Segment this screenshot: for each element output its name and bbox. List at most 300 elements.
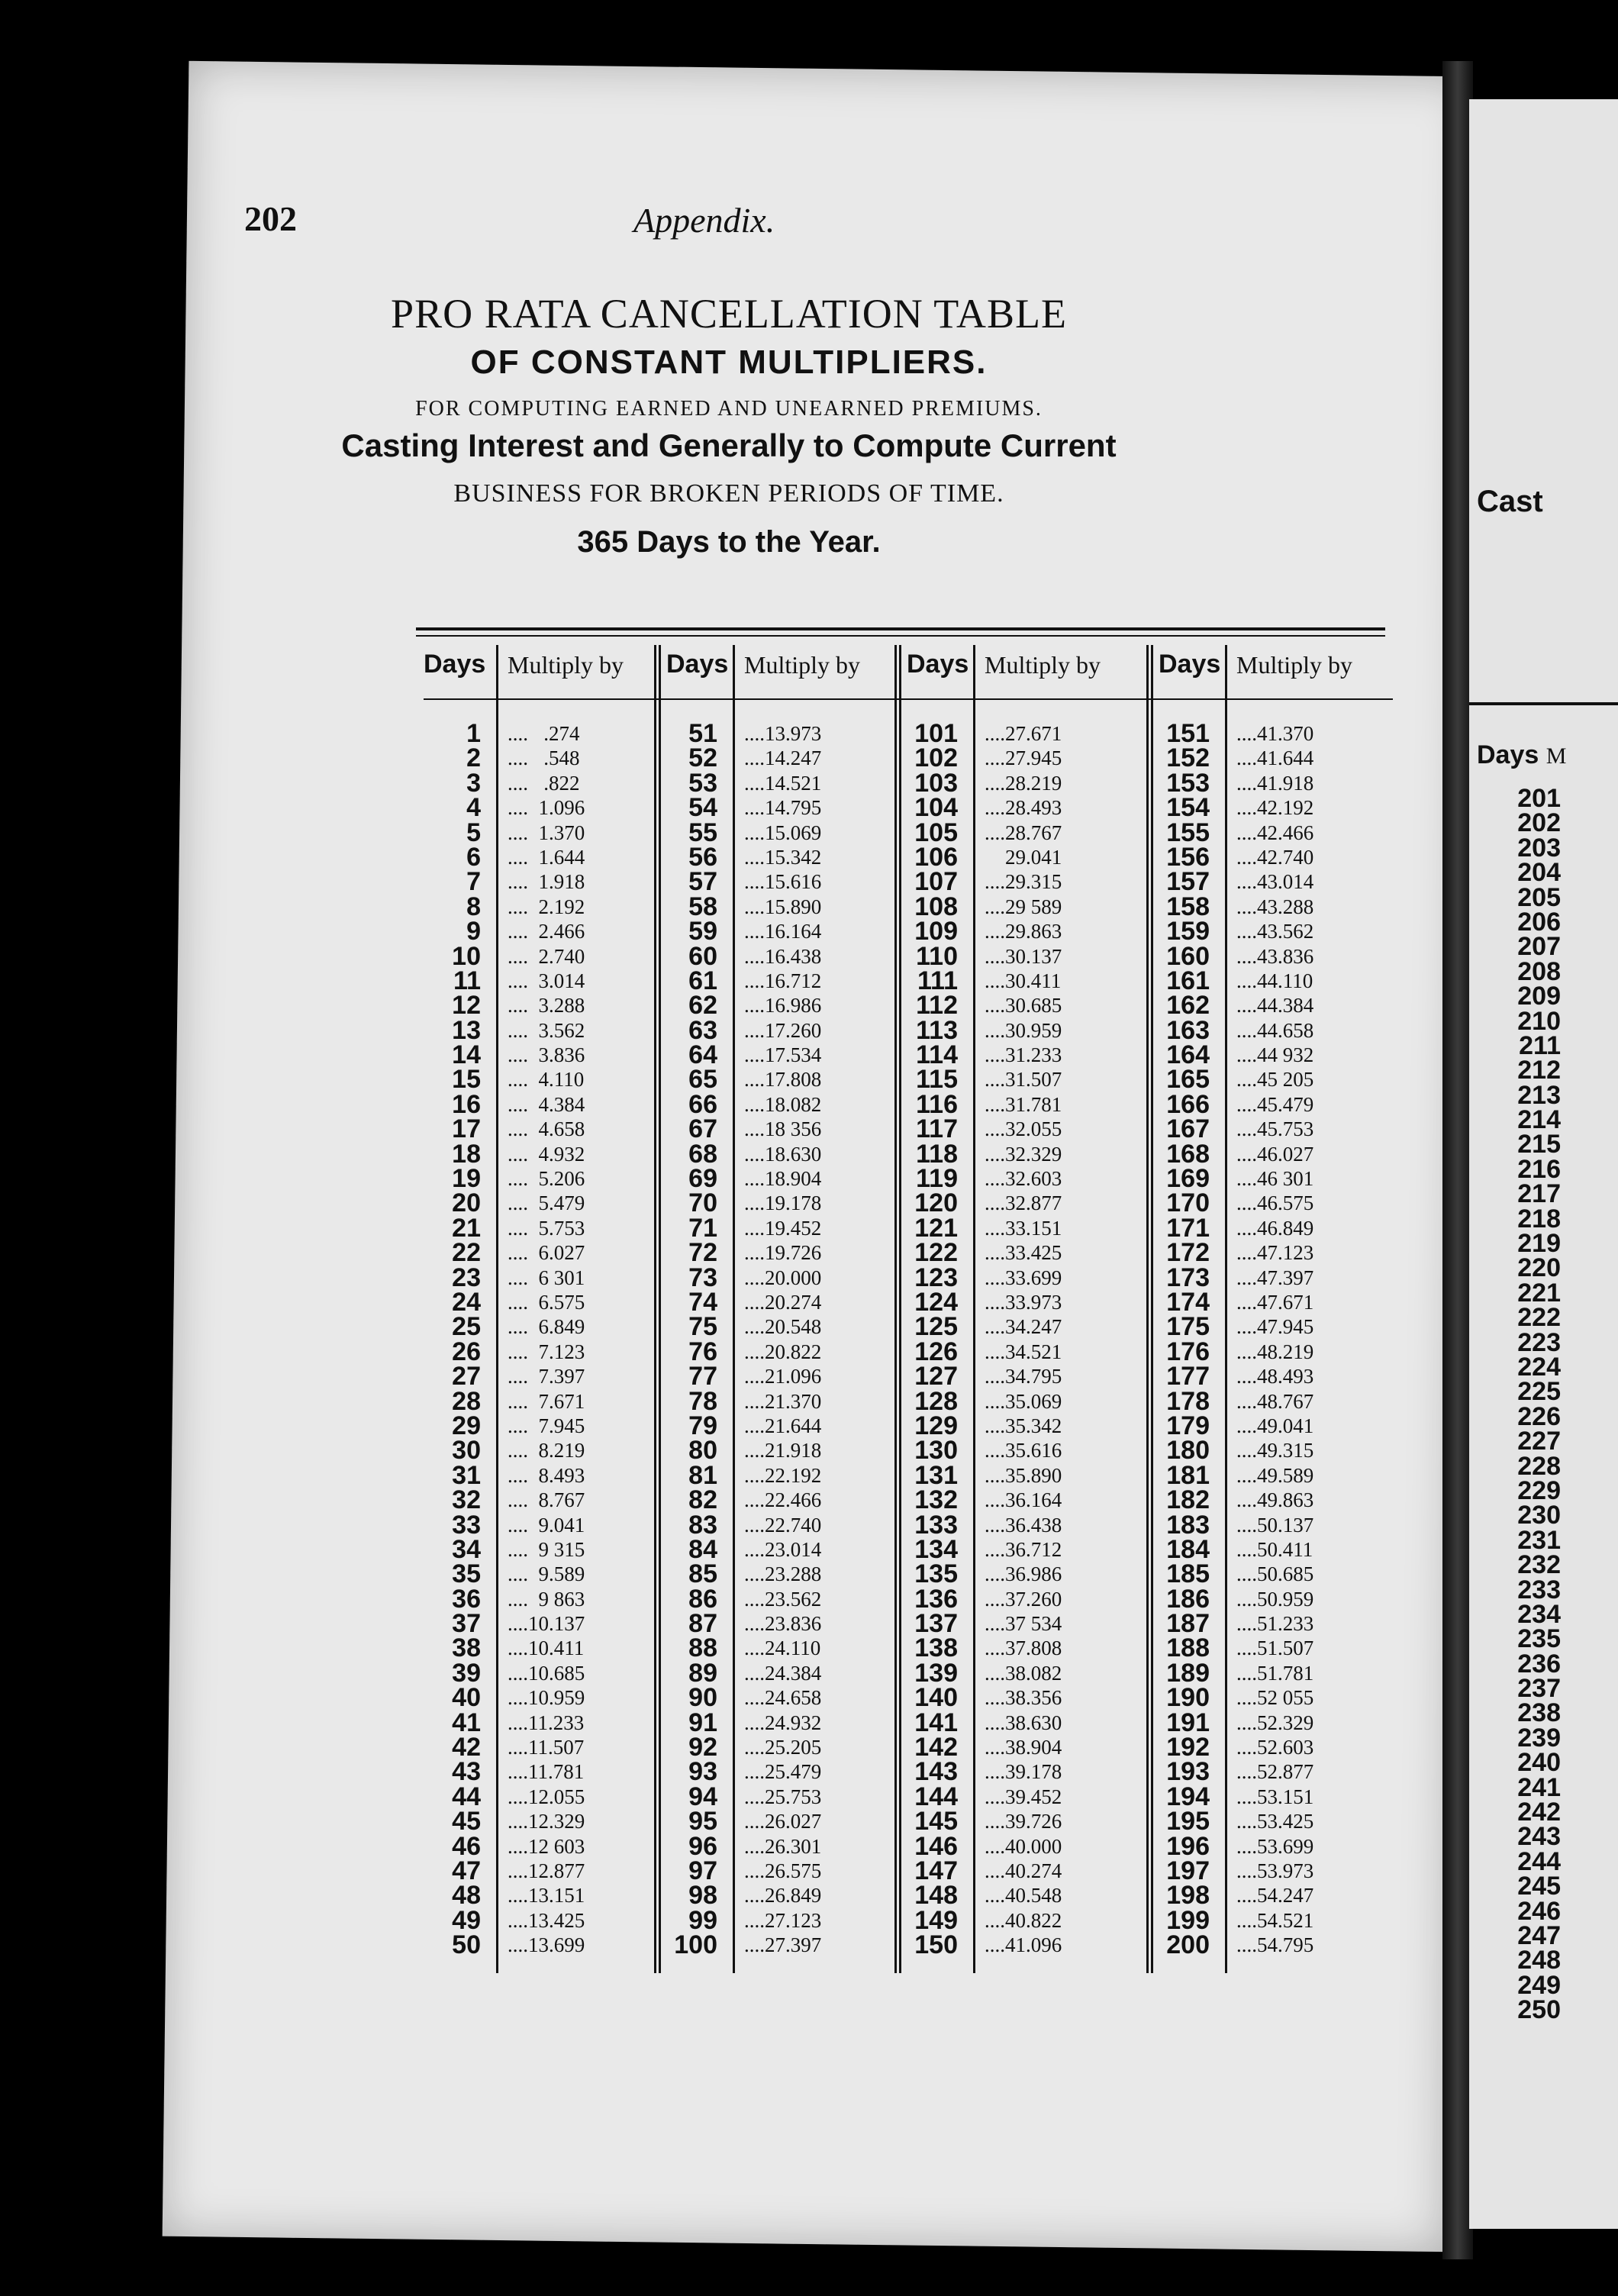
day-number: 88 [688, 1633, 717, 1663]
table-row [424, 941, 660, 971]
table-row [660, 1386, 901, 1416]
multiplier-value: ....23.836 [744, 1612, 822, 1636]
multiplier-value: ....24.110 [744, 1637, 821, 1660]
table-row [1152, 1658, 1397, 1688]
multiplier-value: ....11.781 [508, 1760, 585, 1784]
table-row [424, 1733, 660, 1762]
table-row [901, 917, 1152, 946]
table-row [1152, 1213, 1397, 1243]
day-number: 104 [914, 793, 958, 823]
multiplier-value: ....40.274 [985, 1859, 1062, 1882]
multiplier-value: ....46.027 [1236, 1142, 1314, 1166]
multiplier-value: ....40.822 [985, 1908, 1062, 1932]
day-number: 45 [452, 1807, 481, 1836]
table-row [424, 917, 660, 946]
multiplier-value: ....50.137 [1236, 1513, 1314, 1537]
adjacent-day-number: 203 [1517, 833, 1561, 863]
table-row [660, 1510, 901, 1540]
multiplier-value: ....20.822 [744, 1340, 822, 1363]
multiplier-value: ....19.452 [744, 1216, 822, 1240]
multiplier-value: ....15.069 [744, 821, 822, 844]
table-row [1152, 793, 1397, 823]
table-row [660, 1733, 901, 1762]
table-row [1152, 1905, 1397, 1935]
multiplier-value: ....27.397 [744, 1933, 822, 1957]
table-row [424, 1065, 660, 1095]
multiplier-value: ....13.425 [508, 1908, 585, 1932]
table-row [1152, 1510, 1397, 1540]
multiplier-value: ....15.890 [744, 895, 822, 918]
multiplier-value: ....41.644 [1236, 747, 1314, 770]
table-row [901, 1337, 1152, 1366]
table-row [660, 743, 901, 773]
table-row [901, 1015, 1152, 1045]
day-number: 119 [916, 1164, 958, 1194]
day-number: 170 [1166, 1188, 1210, 1218]
table-row [901, 1386, 1152, 1416]
table-row [660, 867, 901, 897]
day-number: 83 [688, 1510, 717, 1540]
table-row [901, 1411, 1152, 1440]
multiplier-value: ....36.986 [985, 1562, 1062, 1586]
multiplier-value: ....52.329 [1236, 1711, 1314, 1734]
multiplier-value: .... 4.110 [508, 1068, 585, 1092]
day-number: 139 [914, 1658, 958, 1688]
multiplier-value: ....35.616 [985, 1439, 1062, 1462]
table-row [660, 1139, 901, 1169]
table-row [901, 1485, 1152, 1515]
table-row [424, 1633, 660, 1663]
day-number: 12 [452, 991, 481, 1021]
day-number: 102 [914, 743, 958, 773]
multiplier-value: .... 4.658 [508, 1117, 585, 1141]
day-number: 192 [1166, 1733, 1210, 1762]
day-number: 81 [688, 1460, 717, 1490]
adjacent-day-number: 232 [1517, 1550, 1561, 1580]
table-row [660, 1262, 901, 1292]
multiplier-value: ....10.959 [508, 1686, 585, 1710]
multiplier-value: ....44.110 [1236, 969, 1313, 992]
table-row [1152, 1782, 1397, 1811]
multiplier-value: ....23.014 [744, 1537, 822, 1561]
multiplier-value: ....21.918 [744, 1439, 822, 1462]
day-number: 143 [914, 1757, 958, 1787]
table-top-rule-2 [416, 635, 1385, 637]
table-row [901, 842, 1152, 872]
day-number: 189 [1166, 1658, 1210, 1688]
day-number: 124 [914, 1287, 958, 1317]
day-number: 61 [688, 966, 717, 995]
running-head: Appendix. [633, 201, 775, 240]
day-number: 89 [688, 1658, 717, 1688]
day-number: 101 [914, 719, 958, 748]
adjacent-day-number: 207 [1517, 932, 1561, 962]
day-number: 166 [1166, 1089, 1210, 1119]
table-row [901, 721, 1152, 746]
day-number: 112 [916, 991, 958, 1021]
multiplier-value: ....26.575 [744, 1859, 822, 1882]
table-top-rule [416, 627, 1385, 630]
table-row [424, 1312, 660, 1342]
multiplier-value: ....10.137 [508, 1612, 585, 1636]
day-number: 169 [1166, 1164, 1210, 1194]
table-row [1152, 1485, 1397, 1515]
day-number: 94 [688, 1782, 717, 1811]
day-number: 183 [1166, 1510, 1210, 1540]
multiplier-value: ....46.849 [1236, 1216, 1314, 1240]
table-row [1152, 1609, 1397, 1639]
table-row [424, 1213, 660, 1243]
multiplier-value: ....35.342 [985, 1414, 1062, 1437]
day-number: 97 [688, 1856, 717, 1885]
day-number: 60 [688, 941, 717, 971]
table-row [1152, 1881, 1397, 1911]
adjacent-day-number: 239 [1517, 1723, 1561, 1753]
multiplier-value: ....24.384 [744, 1661, 822, 1685]
table-row [1152, 1707, 1397, 1737]
multiplier-value: ....33.973 [985, 1290, 1062, 1314]
table-row [424, 1287, 660, 1317]
day-number: 109 [914, 917, 958, 946]
day-number: 92 [688, 1733, 717, 1762]
table-row [901, 1757, 1152, 1787]
day-number: 72 [688, 1238, 717, 1268]
table-row [901, 867, 1152, 897]
table-row [424, 1485, 660, 1515]
day-number: 23 [452, 1262, 481, 1292]
table-row [660, 817, 901, 847]
table-row [660, 1436, 901, 1466]
multiplier-value: ....36.164 [985, 1488, 1062, 1512]
adjacent-day-number: 246 [1517, 1896, 1561, 1926]
table-column-3 [901, 645, 1152, 2095]
table-row [901, 1065, 1152, 1095]
day-number: 49 [452, 1905, 481, 1935]
multiplier-value: ....37.260 [985, 1587, 1062, 1611]
multiplier-value: .... 6.575 [508, 1290, 585, 1314]
adjacent-day-number: 225 [1517, 1377, 1561, 1407]
multiplier-value: ....39.178 [985, 1760, 1062, 1784]
multiplier-value: ....18.904 [744, 1167, 822, 1191]
table-row [660, 1782, 901, 1811]
adjacent-day-number: 226 [1517, 1401, 1561, 1431]
table-row [424, 1238, 660, 1268]
multiplier-value: ....53.425 [1236, 1810, 1314, 1833]
multiplier-value: ....26.849 [744, 1884, 822, 1907]
day-number: 93 [688, 1757, 717, 1787]
multiplier-value: ....17.534 [744, 1043, 822, 1067]
multiplier-value: ....38.904 [985, 1736, 1062, 1759]
column-header [1152, 645, 1397, 691]
multiplier-value: ....12 603 [508, 1834, 585, 1858]
multiplier-value: .... 9.041 [508, 1513, 585, 1537]
table-row [901, 892, 1152, 921]
table-row [1152, 1831, 1397, 1861]
day-number: 19 [452, 1164, 481, 1194]
day-number: 6 [466, 842, 481, 872]
day-number: 65 [688, 1065, 717, 1095]
day-number: 34 [452, 1534, 481, 1564]
day-number: 173 [1166, 1262, 1210, 1292]
column-divider [1146, 645, 1149, 1973]
day-number: 48 [452, 1881, 481, 1911]
multiply-header: Multiply by [985, 651, 1101, 679]
day-number: 47 [452, 1856, 481, 1885]
multiplier-value: ....31.507 [985, 1068, 1062, 1092]
multiplier-value: ....52.603 [1236, 1736, 1314, 1759]
table-row [1152, 1534, 1397, 1564]
adjacent-day-number: 223 [1517, 1327, 1561, 1357]
table-row [901, 1905, 1152, 1935]
day-number: 148 [914, 1881, 958, 1911]
adjacent-day-number: 236 [1517, 1649, 1561, 1678]
multiplier-value: ....48.493 [1236, 1365, 1314, 1388]
day-number: 91 [688, 1707, 717, 1737]
table-column-4 [1152, 645, 1397, 2095]
day-number: 32 [452, 1485, 481, 1515]
day-number: 38 [452, 1633, 481, 1663]
table-row [660, 917, 901, 946]
table-row [660, 1584, 901, 1614]
column-header [660, 645, 901, 691]
adjacent-page [1469, 99, 1618, 2229]
table-row [901, 1436, 1152, 1466]
table-row [1152, 1856, 1397, 1885]
multiplier-value: ....34.521 [985, 1340, 1062, 1363]
day-number: 33 [452, 1510, 481, 1540]
multiplier-value: .... 5.206 [508, 1167, 585, 1191]
day-number: 134 [914, 1534, 958, 1564]
adjacent-days-list [1469, 786, 1561, 2023]
table-row [424, 991, 660, 1021]
day-number: 110 [916, 941, 958, 971]
day-number: 157 [1166, 867, 1210, 897]
table-row [660, 1213, 901, 1243]
table-row [1152, 917, 1397, 946]
day-number: 42 [452, 1733, 481, 1762]
day-number: 145 [914, 1807, 958, 1836]
table-row [660, 966, 901, 995]
multiplier-value: ....21.370 [744, 1389, 822, 1413]
column-body [660, 721, 901, 1958]
day-number: 193 [1166, 1757, 1210, 1787]
table-row [424, 793, 660, 823]
table-row [1152, 1362, 1397, 1391]
day-number: 96 [688, 1831, 717, 1861]
day-number: 161 [1166, 966, 1210, 995]
multiplier-value: ....36.712 [985, 1537, 1062, 1561]
table-row [901, 1658, 1152, 1688]
multiplier-value: ....34.247 [985, 1315, 1062, 1339]
day-number: 116 [916, 1089, 958, 1119]
multiplier-value: ....39.726 [985, 1810, 1062, 1833]
table-row [660, 1559, 901, 1589]
day-number: 156 [1166, 842, 1210, 872]
multiplier-value: ....32.055 [985, 1117, 1062, 1141]
table-row [660, 1856, 901, 1885]
day-number: 196 [1166, 1831, 1210, 1861]
table-row [424, 768, 660, 798]
multiplier-value: ....20.274 [744, 1290, 822, 1314]
multiplier-value: ....24.932 [744, 1711, 822, 1734]
adjacent-day-number: 224 [1517, 1352, 1561, 1382]
multiplier-value: .... .548 [508, 747, 580, 770]
day-number: 117 [916, 1114, 958, 1144]
day-number: 87 [688, 1609, 717, 1639]
table-row [901, 1460, 1152, 1490]
adjacent-day-number: 240 [1517, 1748, 1561, 1778]
day-number: 122 [914, 1238, 958, 1268]
adjacent-day-number: 205 [1517, 882, 1561, 912]
multiplier-value: ....30.959 [985, 1018, 1062, 1042]
multiplier-value: .... 1.096 [508, 796, 585, 820]
multiplier-value: ....31.781 [985, 1092, 1062, 1116]
day-number: 73 [688, 1262, 717, 1292]
multiplier-value: ....35.069 [985, 1389, 1062, 1413]
multiplier-value: ....47.123 [1236, 1241, 1314, 1265]
table-row [901, 1362, 1152, 1391]
day-number: 107 [914, 867, 958, 897]
table-row [424, 1831, 660, 1861]
table-row [1152, 842, 1397, 872]
table-row [424, 743, 660, 773]
table-row [424, 1757, 660, 1787]
multiplier-value: ....52.877 [1236, 1760, 1314, 1784]
day-number: 120 [914, 1188, 958, 1218]
table-row [1152, 743, 1397, 773]
multiplier-value: ....10.685 [508, 1661, 585, 1685]
adjacent-day-number: 233 [1517, 1575, 1561, 1604]
day-number: 111 [917, 966, 958, 995]
multiplier-value: ....23.288 [744, 1562, 822, 1586]
day-number: 158 [1166, 892, 1210, 921]
day-number: 22 [452, 1238, 481, 1268]
multiplier-value: ....13.973 [744, 722, 822, 745]
multiplier-value: ....12.877 [508, 1859, 585, 1882]
multiply-header: Multiply by [744, 651, 861, 679]
adjacent-day-number: 213 [1517, 1080, 1561, 1110]
table-row [901, 1707, 1152, 1737]
table-row [424, 1782, 660, 1811]
title-line-5: BUSINESS FOR BROKEN PERIODS OF TIME. [453, 479, 1004, 508]
table-row [424, 1164, 660, 1194]
multiplier-value: .... 3.562 [508, 1018, 585, 1042]
multiplier-value: ....19.726 [744, 1241, 822, 1265]
day-number: 67 [688, 1114, 717, 1144]
day-number: 105 [914, 817, 958, 847]
day-number: 160 [1166, 941, 1210, 971]
multiplier-value: ....49.863 [1236, 1488, 1314, 1512]
day-number: 137 [914, 1609, 958, 1639]
day-number: 126 [914, 1337, 958, 1366]
day-number: 162 [1166, 991, 1210, 1021]
table-row [1152, 1559, 1397, 1589]
column-header [424, 645, 660, 691]
table-row [901, 1930, 1152, 1960]
multiplier-value: .... 2.466 [508, 920, 585, 943]
multiplier-value: ....43.562 [1236, 920, 1314, 943]
multiplier-value: ....49.041 [1236, 1414, 1314, 1437]
multiplier-value: ....29.863 [985, 920, 1062, 943]
adjacent-day-number: 234 [1517, 1599, 1561, 1629]
multiplier-value: ....22.192 [744, 1463, 822, 1487]
table-row [660, 1609, 901, 1639]
day-number: 37 [452, 1609, 481, 1639]
table-row [901, 768, 1152, 798]
table-column-2 [660, 645, 901, 2095]
multiplier-value: .... 1.918 [508, 870, 585, 894]
adjacent-day-number: 217 [1517, 1179, 1561, 1209]
table-row [660, 1287, 901, 1317]
multiplier-value: .... 6.027 [508, 1241, 585, 1265]
multiplier-value: ....29 589 [985, 895, 1062, 918]
multiplier-value: .... 6.849 [508, 1315, 585, 1339]
multiplier-value: .... 6 301 [508, 1266, 585, 1289]
table-row [901, 1114, 1152, 1144]
table-row [660, 1831, 901, 1861]
day-number: 172 [1166, 1238, 1210, 1268]
header-underline [424, 698, 1393, 700]
table-row [1152, 1633, 1397, 1663]
multiplier-value: ....54.247 [1236, 1884, 1314, 1907]
multiplier-value: .... 8.767 [508, 1488, 585, 1512]
table-row [901, 1510, 1152, 1540]
day-number: 8 [466, 892, 481, 921]
table-row [901, 1559, 1152, 1589]
adjacent-day-number: 216 [1517, 1154, 1561, 1184]
table-row [1152, 1287, 1397, 1317]
day-number: 108 [914, 892, 958, 921]
day-number: 15 [452, 1065, 481, 1095]
table-row [660, 1807, 901, 1836]
adjacent-day-number: 210 [1517, 1006, 1561, 1036]
multiplier-value: ....44.658 [1236, 1018, 1314, 1042]
days-header: Days [907, 650, 969, 679]
multiplier-value: .... 2.740 [508, 944, 585, 968]
table-row [660, 842, 901, 872]
day-number: 125 [914, 1312, 958, 1342]
day-number: 152 [1166, 743, 1210, 773]
day-number: 199 [1166, 1905, 1210, 1935]
multiplier-value: ....33.699 [985, 1266, 1062, 1289]
multiplier-value: ....53.699 [1236, 1834, 1314, 1858]
day-number: 167 [1166, 1114, 1210, 1144]
day-number: 55 [688, 817, 717, 847]
adjacent-page-rule [1469, 702, 1618, 705]
table-row [424, 1188, 660, 1218]
adjacent-day-number: 238 [1517, 1698, 1561, 1728]
multiplier-value: ....43.288 [1236, 895, 1314, 918]
day-number: 5 [466, 817, 481, 847]
multiplier-value: ....12.329 [508, 1810, 585, 1833]
table-row [1152, 867, 1397, 897]
table-row [1152, 1312, 1397, 1342]
days-header: Days [666, 650, 729, 679]
table-row [1152, 1683, 1397, 1713]
table-row [660, 768, 901, 798]
adjacent-day-number: 215 [1517, 1130, 1561, 1159]
multiplier-value: .... 3.288 [508, 994, 585, 1017]
multiplier-value: ....44.384 [1236, 994, 1314, 1017]
day-number: 10 [452, 941, 481, 971]
day-number: 159 [1166, 917, 1210, 946]
day-number: 195 [1166, 1807, 1210, 1836]
multiplier-table [424, 645, 1416, 2095]
multiplier-value: .... 5.753 [508, 1216, 585, 1240]
multiplier-value: ....30.411 [985, 969, 1062, 992]
day-number: 181 [1166, 1460, 1210, 1490]
day-number: 191 [1166, 1707, 1210, 1737]
